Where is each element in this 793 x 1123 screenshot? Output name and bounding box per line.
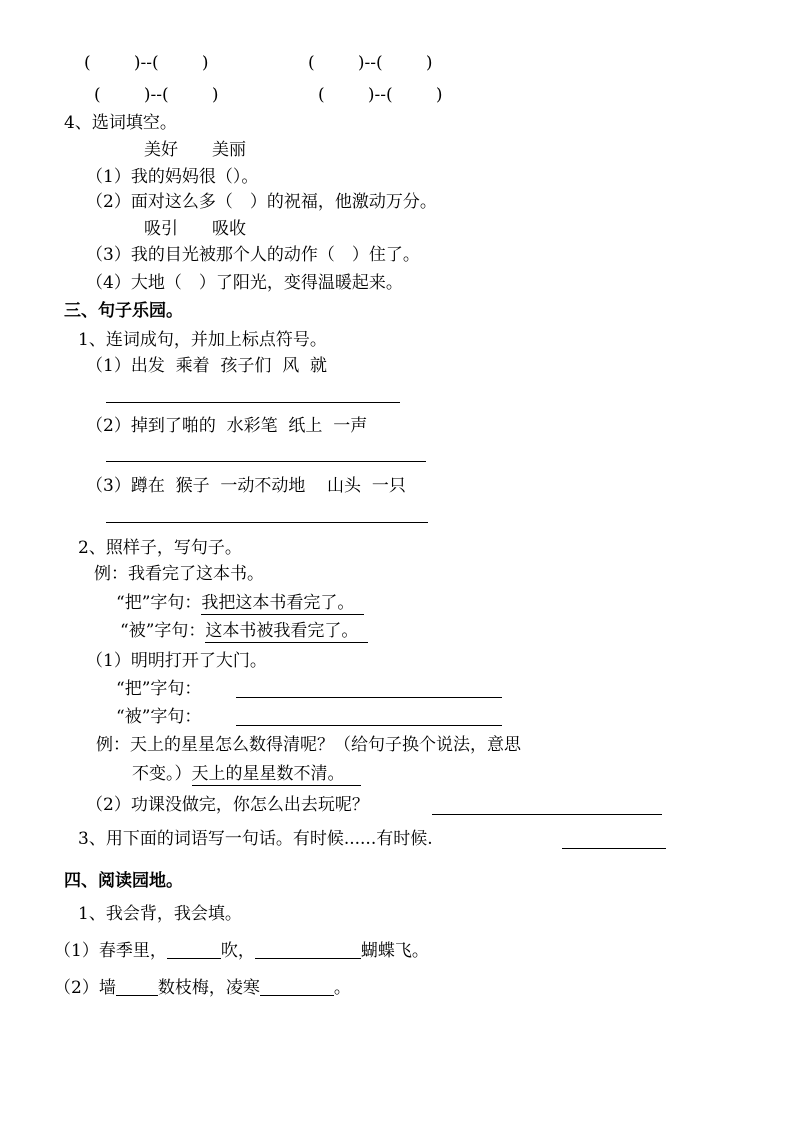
s3-q1-item-3: （3）蹲在 猴子 一动不动地 山头 一只 xyxy=(86,476,406,496)
fill-blank-4[interactable] xyxy=(260,979,334,996)
pair-blank-4[interactable]: ( )--( ) xyxy=(318,85,443,105)
s4-item-1-b: 吹， xyxy=(220,941,255,961)
s3-q2-example-2-line-2 xyxy=(132,763,361,785)
example-2-answer: 天上的星星数不清。 xyxy=(192,764,361,786)
q4-item-2: （2）面对这么多（ ）的祝福，他激动万分。 xyxy=(86,192,437,212)
example-2-prefix: 不变。） xyxy=(132,764,192,784)
ba-example-answer: 我把这本书看完了。 xyxy=(201,593,364,615)
bei-example-answer: 这本书被我看完了。 xyxy=(205,621,368,643)
s3-q2-example-1: 例：我看完了这本书。 xyxy=(94,564,264,584)
s4-item-2-a: （2）墙 xyxy=(54,978,116,998)
bei-answer-line[interactable] xyxy=(236,725,502,726)
answer-line-1[interactable] xyxy=(106,402,400,403)
answer-line-2[interactable] xyxy=(106,461,426,462)
s3-q1-item-1: （1）出发 乘着 孩子们 风 就 xyxy=(86,356,328,376)
s4-item-1 xyxy=(54,940,429,962)
pair-blank-1[interactable]: ( )--( ) xyxy=(84,53,209,73)
s4-item-2-b: 数枝梅，凌寒 xyxy=(157,978,260,998)
s3-q3-text: 3、用下面的词语写一句话。有时候......有时候. xyxy=(78,829,433,849)
s3-q1-item-2: （2）掉到了啪的 水彩笔 纸上 一声 xyxy=(86,416,368,436)
s4-item-2-c: 。 xyxy=(333,978,351,998)
q4-word-choices-2: 吸引 吸收 xyxy=(144,219,246,239)
ba-answer-line[interactable] xyxy=(236,697,502,698)
section3-title: 三、句子乐园。 xyxy=(64,301,183,321)
s4-q1-heading: 1、我会背，我会填。 xyxy=(78,904,242,924)
fill-blank-1[interactable] xyxy=(167,942,221,959)
s4-item-1-a: （1）春季里， xyxy=(54,941,167,961)
section4-title: 四、阅读园地。 xyxy=(64,871,183,891)
s4-item-2 xyxy=(54,977,351,999)
pair-blank-3[interactable]: ( )--( ) xyxy=(94,85,219,105)
bei-label: “被”字句： xyxy=(120,621,206,641)
q4-item-1: （1）我的妈妈很（）。 xyxy=(86,167,259,187)
q3-answer-line[interactable] xyxy=(562,848,666,849)
bei-label-2: “被”字句： xyxy=(116,707,202,727)
fill-blank-3[interactable] xyxy=(116,979,158,996)
ba-label-2: “把”字句： xyxy=(116,679,202,699)
s3-q2-heading: 2、照样子，写句子。 xyxy=(78,538,242,558)
answer-line-3[interactable] xyxy=(106,522,428,523)
q4-item-3: （3）我的目光被那个人的动作（ ）住了。 xyxy=(86,245,420,265)
bei-example-row xyxy=(120,620,368,642)
q4-heading: 4、选词填空。 xyxy=(64,113,177,133)
rephrase-answer-line[interactable] xyxy=(432,814,662,815)
s3-q1-heading: 1、连词成句，并加上标点符号。 xyxy=(78,330,327,350)
q4-word-choices-1: 美好 美丽 xyxy=(144,140,246,160)
pair-blank-2[interactable]: ( )--( ) xyxy=(308,53,433,73)
ba-label: “把”字句： xyxy=(116,593,202,613)
fill-blank-2[interactable] xyxy=(255,942,361,959)
s3-q2-item-1: （1）明明打开了大门。 xyxy=(86,651,267,671)
s3-q2-item-2: （2）功课没做完，你怎么出去玩呢？ xyxy=(86,795,369,815)
ba-example-row xyxy=(116,592,364,614)
q4-item-4: （4）大地（ ）了阳光，变得温暖起来。 xyxy=(86,273,403,293)
s3-q2-example-2-line-1: 例：天上的星星怎么数得清呢？（给句子换个说法，意思 xyxy=(96,735,521,755)
s4-item-1-c: 蝴蝶飞。 xyxy=(360,941,429,961)
